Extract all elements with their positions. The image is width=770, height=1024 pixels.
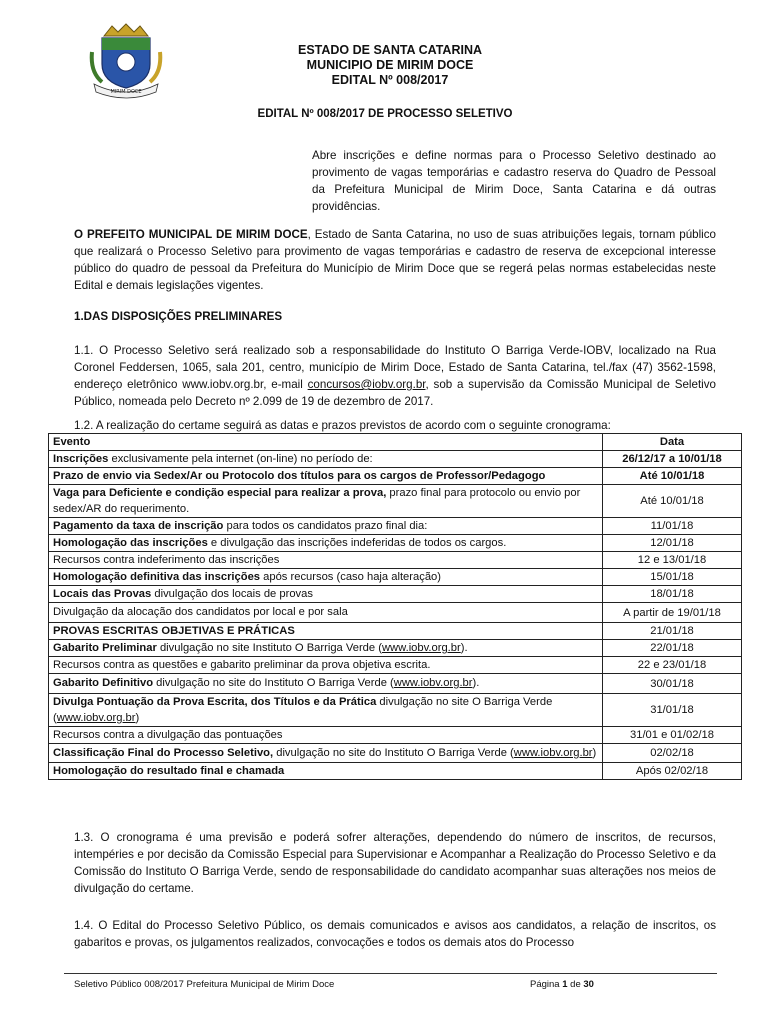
page-total: 30 bbox=[583, 979, 594, 990]
event-text: e divulgação das inscrições indeferidas de todos os cargos. bbox=[207, 537, 507, 549]
footer-divider bbox=[64, 973, 717, 974]
municipal-coat-of-arms bbox=[88, 22, 164, 100]
document-title: EDITAL Nº 008/2017 DE PROCESSO SELETIVO bbox=[257, 108, 513, 120]
section-heading: 1.DAS DISPOSIÇÕES PRELIMINARES bbox=[74, 310, 283, 323]
edital-summary: Abre inscrições e define normas para o Processo Seletivo destinado ao provimento de vagas temporárias e cadastro reserva do Quadro de Pessoal da Prefeitura Municipal de Mirim Doce, Santa Catarina e dá outras providências. bbox=[312, 149, 716, 213]
event-text-end: ) bbox=[135, 712, 140, 724]
event-bold: Homologação definitiva das inscrições bbox=[53, 571, 261, 583]
event-date: 02/02/18 bbox=[603, 744, 742, 763]
event-text: Divulgação da alocação dos candidatos por local e por sala bbox=[53, 606, 348, 618]
p11-text-a: 1.1. O Processo Seletivo será realizado sob a responsabilidade do Instituto O Barriga Verde-IOBV, localizado na Rua Coronel Feddersen, 1065, sala 201, centro, município de Mirim Doce, Estado de Santa Catarina, tel./fax (47) 3562-1598, endereço eletrônico www.iobv.org.br, e-mail bbox=[74, 344, 716, 391]
table-row bbox=[49, 744, 742, 763]
event-date: 12/01/18 bbox=[603, 535, 742, 552]
event-text: Recursos contra as questões e gabarito preliminar da prova objetiva escrita. bbox=[53, 659, 431, 671]
page-label: Página bbox=[530, 979, 563, 990]
event-bold: Inscrições bbox=[53, 453, 109, 465]
table-row bbox=[49, 603, 742, 623]
event-bold: Pagamento da taxa de inscrição bbox=[53, 520, 224, 532]
iobv-link[interactable]: www.iobv.org.br bbox=[56, 712, 136, 724]
event-text: divulgação no site O Barriga Verde ( bbox=[53, 696, 553, 724]
table-row bbox=[49, 451, 742, 468]
intro-lead: O PREFEITO MUNICIPAL DE MIRIM DOCE bbox=[74, 228, 308, 241]
event-date: 31/01 e 01/02/18 bbox=[603, 727, 742, 744]
event-date: 12 e 13/01/18 bbox=[603, 552, 742, 569]
event-date: 26/12/17 a 10/01/18 bbox=[603, 451, 742, 468]
paragraph-1-4: 1.4. O Edital do Processo Seletivo Público, os demais comunicados e avisos aos candidatos, a relação de inscritos, os gabaritos e provas, os julgamentos realizados, convocações e todos os demais atos do Processo bbox=[74, 919, 716, 949]
event-text-end: ). bbox=[472, 677, 480, 689]
event-date: 18/01/18 bbox=[603, 586, 742, 603]
event-bold: Homologação das inscrições bbox=[53, 537, 208, 549]
event-date: 30/01/18 bbox=[603, 674, 742, 694]
paragraph-1-2: 1.2. A realização do certame seguirá as datas e prazos previstos de acordo com o seguinte cronograma: bbox=[74, 419, 611, 432]
table-row bbox=[49, 518, 742, 535]
table-row bbox=[49, 657, 742, 674]
event-date: 31/01/18 bbox=[603, 694, 742, 727]
table-row bbox=[49, 468, 742, 485]
iobv-link[interactable]: www.iobv.org.br bbox=[513, 747, 593, 759]
page-of: de bbox=[567, 979, 584, 990]
event-text: para todos os candidatos prazo final dia: bbox=[223, 520, 428, 532]
event-text: divulgação no site do Instituto O Barriga Verde ( bbox=[273, 747, 514, 759]
paragraph-1-1 bbox=[74, 342, 716, 410]
p11-text-b: , sob a supervisão da Comissão Municipal de Seletivo Público, nomeada pelo Decreto nº 2.099 de 19 de dezembro de 2017. bbox=[74, 378, 716, 408]
event-text: divulgação dos locais de provas bbox=[151, 588, 313, 600]
intro-text: , Estado de Santa Catarina, no uso de suas atribuições legais, tornam público que realizará o Processo Seletivo para provimento de vagas temporárias e cadastro de reserva de excepcional interesse público do quadro de pessoal da Prefeitura do Município de Mirim Doce que se regerá pelas normas estabelecidas neste Edital e demais legislações vigentes. bbox=[74, 228, 716, 292]
table-row bbox=[49, 640, 742, 657]
schedule-table bbox=[48, 433, 742, 780]
event-text: Recursos contra indeferimento das inscrições bbox=[53, 554, 280, 566]
event-date: 15/01/18 bbox=[603, 569, 742, 586]
event-date: 21/01/18 bbox=[603, 623, 742, 640]
iobv-link[interactable]: www.iobv.org.br bbox=[393, 677, 473, 689]
event-text: divulgação no site Instituto O Barriga Verde ( bbox=[156, 642, 382, 654]
header-edital: EDITAL Nº 008/2017 bbox=[331, 73, 449, 87]
event-date: 22 e 23/01/18 bbox=[603, 657, 742, 674]
event-bold: Homologação do resultado final e chamada bbox=[53, 765, 285, 777]
event-text-end: ). bbox=[460, 642, 468, 654]
table-row bbox=[49, 535, 742, 552]
paragraph-1-3: 1.3. O cronograma é uma previsão e poderá sofrer alterações, dependendo do número de inscritos, de recursos, intempéries e por decisão da Comissão Especial para Supervisionar e Acompanhar a Realização do Processo Seletivo e da Comissão do Instituto O Barriga Verde, sendo de responsabilidade do candidato acompanhar suas alterações nos meios de divulgação do certame. bbox=[74, 831, 716, 895]
event-text: prazo final para protocolo ou envio por sedex/AR do requerimento. bbox=[53, 487, 581, 515]
event-bold: Gabarito Definitivo bbox=[53, 677, 154, 689]
table-header-row bbox=[49, 434, 742, 451]
event-bold: Prazo de envio via Sedex/Ar ou Protocolo dos títulos para os cargos de Professor/Pedagogo bbox=[53, 470, 546, 482]
svg-text:MIRIM DOCE: MIRIM DOCE bbox=[110, 89, 142, 95]
event-date: Após 02/02/18 bbox=[603, 763, 742, 780]
table-row bbox=[49, 485, 742, 518]
table-row bbox=[49, 569, 742, 586]
event-date: Até 10/01/18 bbox=[603, 468, 742, 485]
footer-page-number bbox=[530, 979, 594, 990]
table-row bbox=[49, 623, 742, 640]
iobv-link[interactable]: www.iobv.org.br bbox=[381, 642, 461, 654]
table-row bbox=[49, 552, 742, 569]
header-state: ESTADO DE SANTA CATARINA bbox=[297, 43, 483, 57]
event-date: 22/01/18 bbox=[603, 640, 742, 657]
event-date: Até 10/01/18 bbox=[603, 485, 742, 518]
event-bold: Vaga para Deficiente e condição especial para realizar a prova, bbox=[53, 487, 387, 499]
email-link[interactable]: concursos@iobv.org.br bbox=[307, 378, 426, 391]
event-text: Recursos contra a divulgação das pontuações bbox=[53, 729, 283, 741]
header-event: Evento bbox=[49, 434, 603, 451]
event-date: 11/01/18 bbox=[603, 518, 742, 535]
footer-title: Seletivo Público 008/2017 Prefeitura Municipal de Mirim Doce bbox=[74, 979, 335, 990]
table-row bbox=[49, 727, 742, 744]
table-row bbox=[49, 586, 742, 603]
event-text: divulgação no site do Instituto O Barriga Verde ( bbox=[153, 677, 394, 689]
event-text: após recursos (caso haja alteração) bbox=[260, 571, 441, 583]
event-text-end: ) bbox=[592, 747, 597, 759]
event-bold: PROVAS ESCRITAS OBJETIVAS E PRÁTICAS bbox=[53, 625, 295, 637]
page-current: 1 bbox=[562, 979, 568, 990]
event-date: A partir de 19/01/18 bbox=[603, 603, 742, 623]
header-municipality: MUNICIPIO DE MIRIM DOCE bbox=[306, 58, 474, 72]
event-bold: Classificação Final do Processo Seletivo, bbox=[53, 747, 274, 759]
event-text: exclusivamente pela internet (on-line) no período de: bbox=[108, 453, 373, 465]
event-bold: Divulga Pontuação da Prova Escrita, dos Títulos e da Prática bbox=[53, 696, 377, 708]
intro-paragraph bbox=[74, 226, 716, 294]
event-bold: Gabarito Preliminar bbox=[53, 642, 157, 654]
table-row bbox=[49, 694, 742, 727]
event-bold: Locais das Provas bbox=[53, 588, 152, 600]
table-row bbox=[49, 763, 742, 780]
header-date: Data bbox=[603, 434, 742, 451]
table-row bbox=[49, 674, 742, 694]
